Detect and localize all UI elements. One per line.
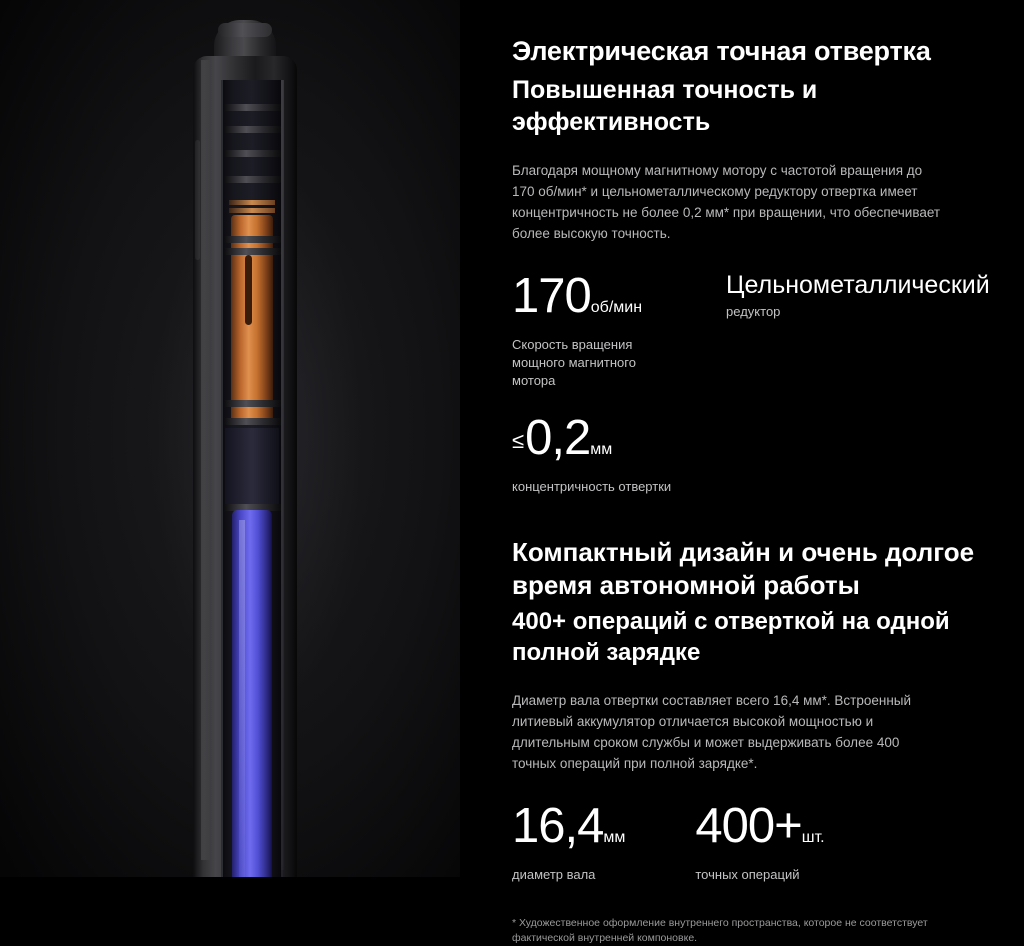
- stat-value-unit: об/мин: [590, 299, 643, 316]
- motor-coil: [229, 200, 275, 205]
- feature-text-column: [460, 0, 1024, 944]
- section-one-stats: [512, 270, 1016, 390]
- gearbox-ring: [223, 418, 281, 425]
- internal-ring: [223, 126, 281, 133]
- internal-ring: [223, 150, 281, 157]
- gearbox-ring: [223, 248, 281, 255]
- stat-rotation-speed: [512, 270, 642, 390]
- section-two-subheadline: 400+ операций с отверткой на одной полной зарядке: [512, 608, 950, 666]
- stat-value-number: 16,4: [512, 799, 604, 853]
- stat-concentricity: [512, 412, 990, 496]
- feature-metal-gearbox-subtitle: редуктор: [726, 304, 781, 319]
- shell-groove: [195, 140, 200, 260]
- copper-motor: [231, 215, 273, 425]
- stat-operations-count: [695, 800, 824, 884]
- stat-value-unit: шт.: [801, 829, 825, 846]
- section-one-body: Благодаря мощному магнитному мотору с частотой вращения до 170 об/мин* и цельнометаллическому редуктору отвертка имеет концентричность не более 0,2 мм* при вращении, что обеспечивает более высокую точность.: [512, 163, 941, 241]
- battery-highlight: [239, 520, 245, 877]
- gearbox-ring: [223, 236, 281, 243]
- stat-value-number: 400+: [695, 799, 802, 853]
- motor-coil: [229, 208, 275, 213]
- internal-ring: [223, 104, 281, 111]
- stat-caption-line2: мощного магнитного мотора: [512, 355, 636, 388]
- stat-operations-count-caption: точных операций: [695, 867, 800, 882]
- product-image: [0, 0, 460, 877]
- screwdriver-illustration: [185, 20, 305, 877]
- section-two-stats: [512, 800, 1016, 884]
- device-cap-top: [218, 23, 272, 37]
- stat-value-number: 170: [512, 269, 591, 323]
- stat-rotation-speed-value: [512, 270, 642, 334]
- stat-concentricity-value: [512, 412, 990, 476]
- stat-operations-count-value: [695, 800, 824, 864]
- stat-caption-line1: Скорость вращения: [512, 337, 633, 352]
- cutaway-interior: [221, 80, 283, 877]
- section-two-body: Диаметр вала отвертки составляет всего 16,4 мм*. Встроенный литиевый аккумулятор отличается высокой мощностью и длительным сроком службы и может выдерживать более 400 точных операций при полной зарядке*.: [512, 693, 912, 771]
- stat-rotation-speed-caption: [512, 336, 642, 390]
- stat-concentricity-caption: концентричность отвертки: [512, 479, 672, 494]
- motor-slot: [245, 255, 252, 325]
- stat-shaft-diameter: [512, 800, 625, 884]
- feature-metal-gearbox-title: Цельнометаллический: [726, 271, 990, 299]
- stat-value-number: 0,2: [525, 411, 591, 465]
- footnote: * Художественное оформление внутреннего пространства, которое не соответствует фактической внутренней компоновке.: [512, 917, 928, 944]
- shell-seam: [281, 80, 284, 870]
- less-or-equal-sign: ≤: [512, 428, 524, 453]
- gearbox-ring: [223, 400, 281, 407]
- feature-metal-gearbox: [726, 270, 990, 319]
- internal-ring: [223, 176, 281, 183]
- metal-gearbox: [225, 428, 279, 508]
- stat-shaft-diameter-caption: диаметр вала: [512, 867, 596, 882]
- shell-highlight: [201, 60, 211, 860]
- lithium-battery: [232, 510, 272, 877]
- section-two: [512, 536, 1016, 884]
- stat-value-unit: мм: [590, 441, 613, 458]
- section-two-headline: Компактный дизайн и очень долгое время автономной работы: [512, 537, 975, 600]
- section-one-headline: Электрическая точная отвертка: [512, 36, 931, 66]
- stat-value-unit: мм: [603, 829, 626, 846]
- section-one-subheadline: Повышенная точность и эффективность: [512, 76, 818, 136]
- stat-shaft-diameter-value: [512, 800, 625, 864]
